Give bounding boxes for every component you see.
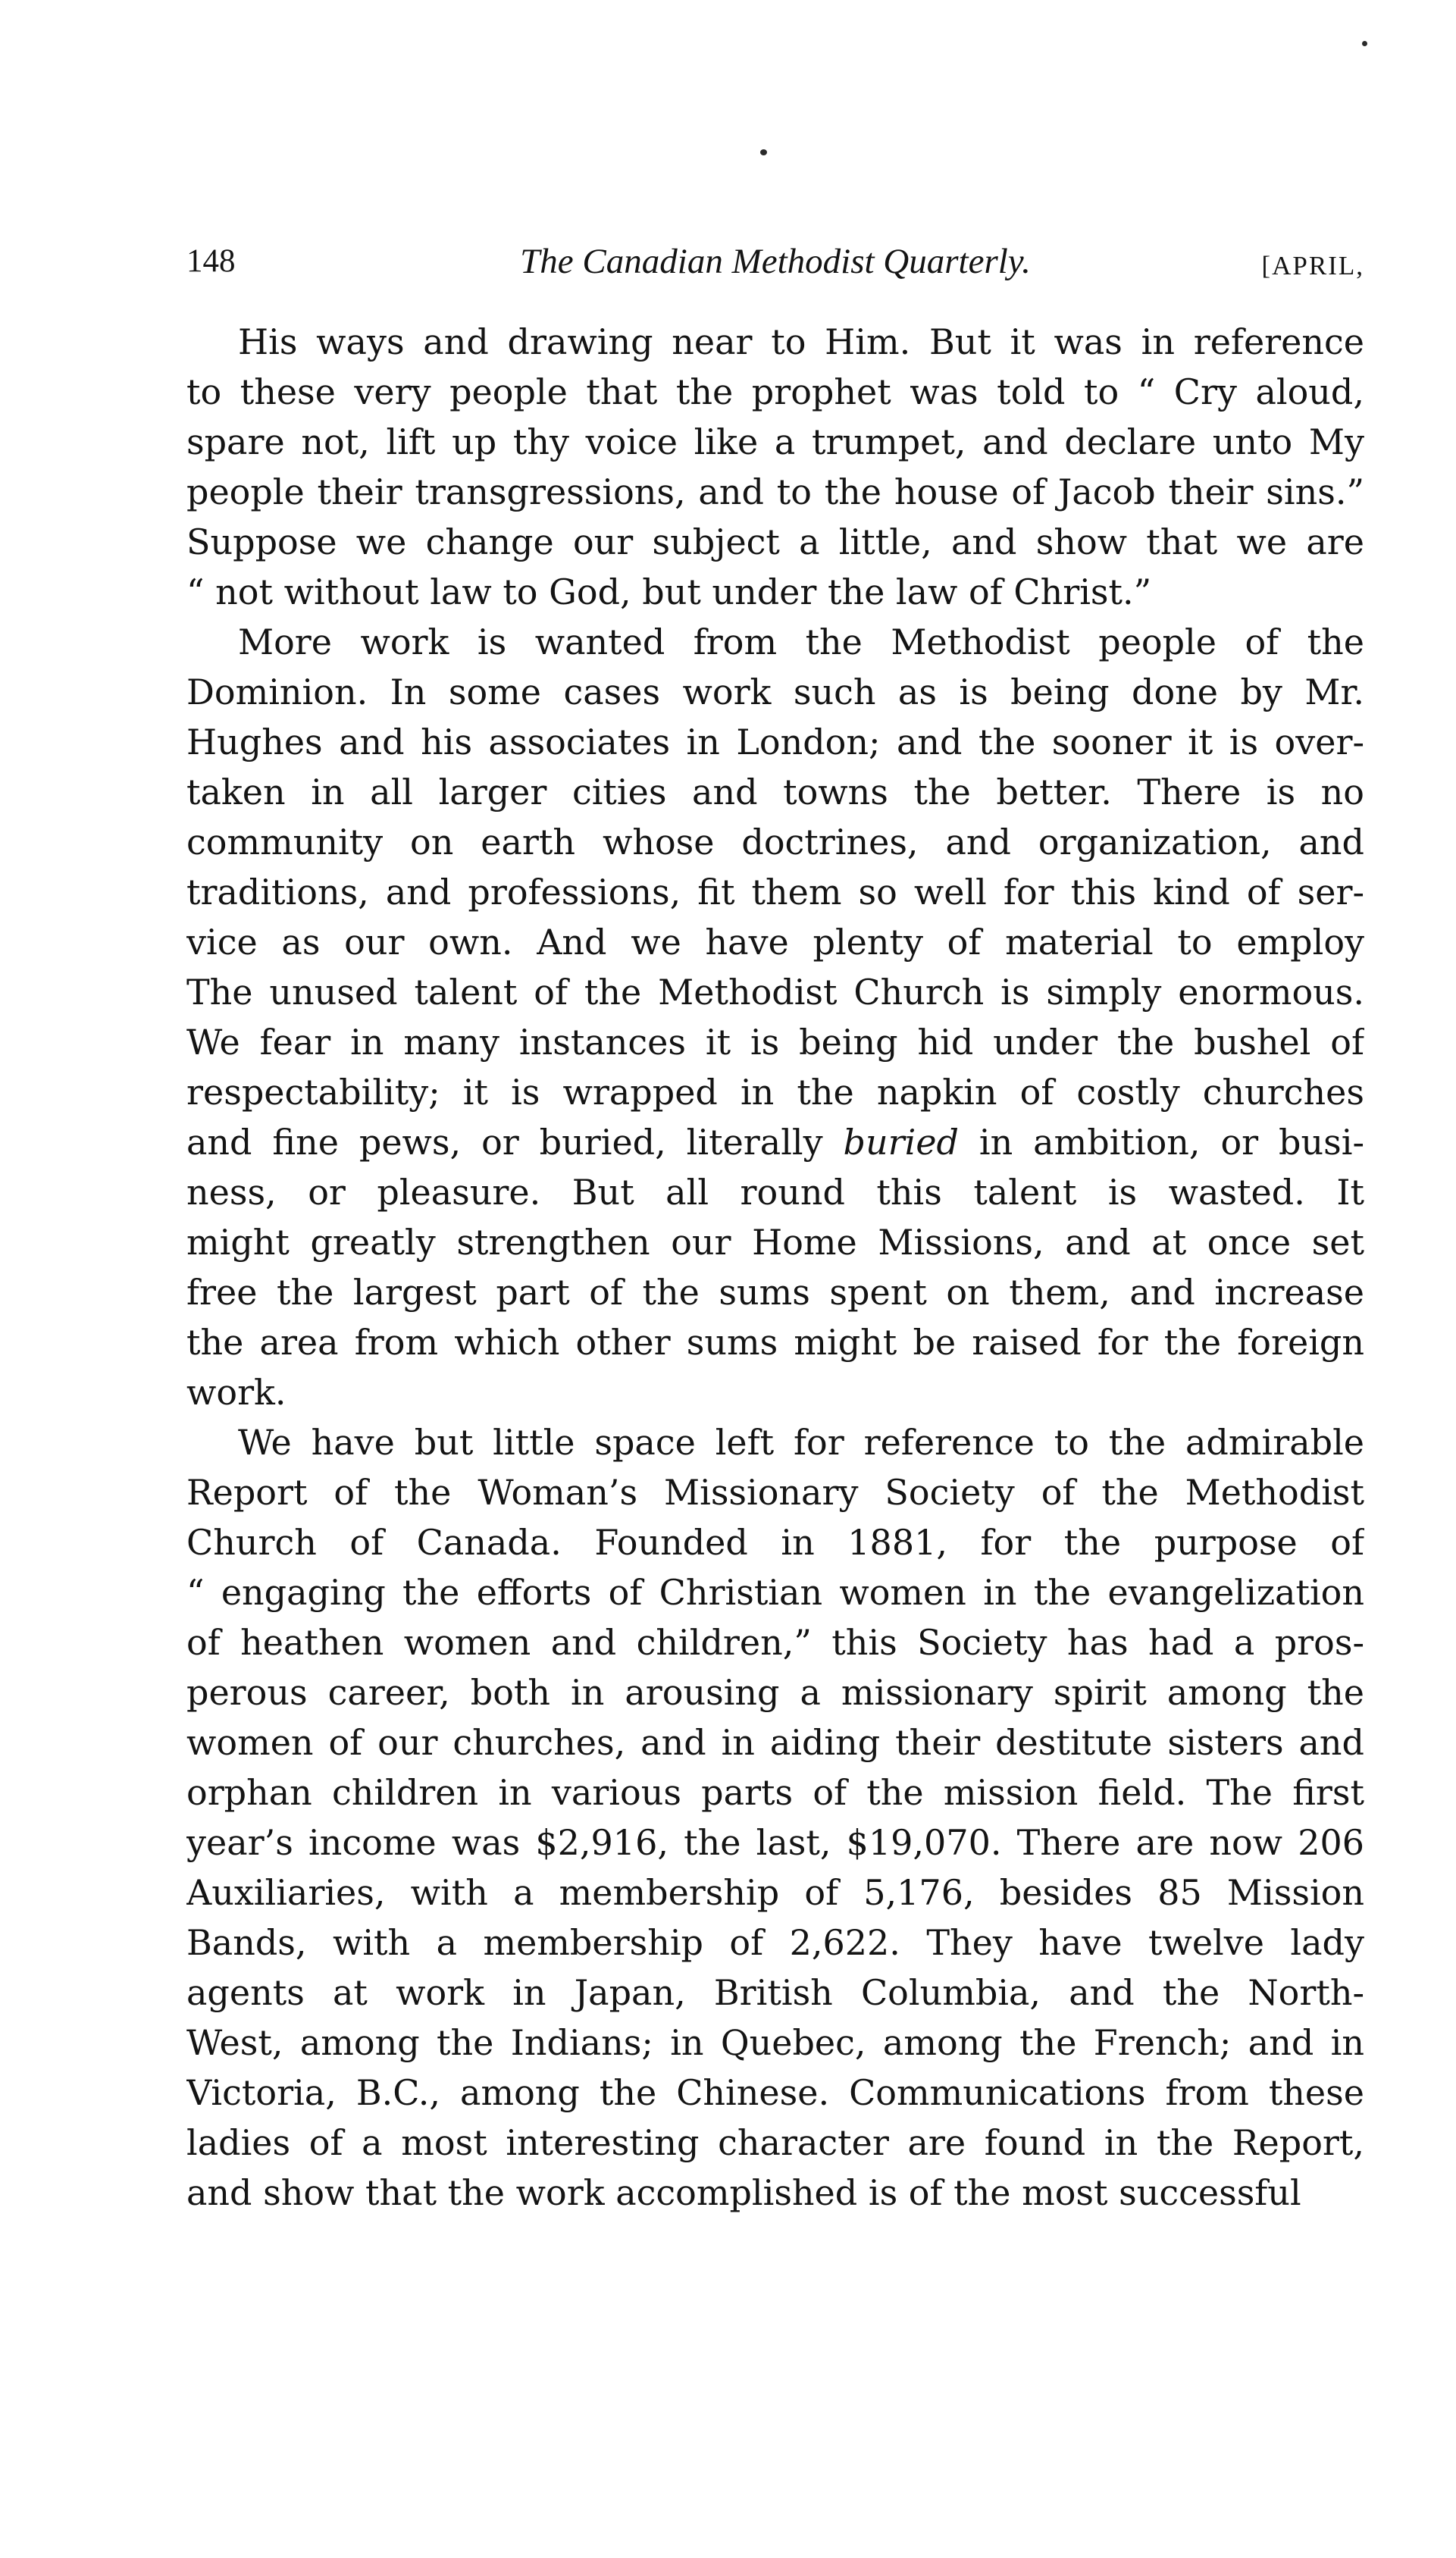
text-line: of heathen women and children,” this Society has had a pros- (186, 1622, 1364, 1663)
text-line: Dominion. In some cases work such as is being done by Mr. (186, 672, 1364, 712)
text-line: “ engaging the efforts of Christian women in the evangelization (186, 1572, 1364, 1613)
paragraph (186, 617, 1364, 1417)
journal-title: The Canadian Methodist Quarterly. (520, 242, 1031, 281)
ink-speck (760, 149, 767, 155)
text-line: agents at work in Japan, British Columbia, and the North- (186, 1972, 1364, 2013)
text-line: West, among the Indians; in Quebec, among the French; and in (186, 2022, 1364, 2063)
text-line: More work is wanted from the Methodist people of the (238, 621, 1364, 662)
text-line: Victoria, B.C., among the Chinese. Communications from these (186, 2072, 1364, 2113)
text-line: and show that the work accomplished is of the most successful (186, 2172, 1301, 2213)
text-line: The unused talent of the Methodist Church is simply enormous. (186, 972, 1364, 1013)
text-line: ladies of a most interesting character are found in the Report, (186, 2122, 1364, 2163)
text-line: vice as our own. And we have plenty of material to employ (186, 922, 1364, 963)
text-line: perous career, both in arousing a missionary spirit among the (186, 1672, 1364, 1713)
text-line: Suppose we change our subject a little, and show that we are (186, 521, 1364, 562)
body-text (186, 317, 1364, 2218)
paragraph (186, 1417, 1364, 2218)
text-line: might greatly strengthen our Home Missions, and at once set (186, 1222, 1364, 1263)
text-line: women of our churches, and in aiding their destitute sisters and (186, 1722, 1364, 1763)
text-line: We fear in many instances it is being hid under the bushel of (186, 1022, 1364, 1063)
text-line: Report of the Woman’s Missionary Society of the Methodist (186, 1472, 1364, 1513)
emphasis: buried (843, 1122, 959, 1163)
running-head (186, 236, 1364, 286)
text-line: people their transgressions, and to the house of Jacob their sins.” (186, 471, 1364, 512)
text-line: Auxiliaries, with a membership of 5,176, besides 85 Mission (186, 1872, 1364, 1913)
text-line: free the largest part of the sums spent on them, and increase (186, 1272, 1364, 1313)
text-line: community on earth whose doctrines, and organization, and (186, 822, 1364, 863)
text-line: orphan children in various parts of the mission field. The first (186, 1772, 1364, 1813)
page-number: 148 (186, 243, 236, 279)
text-line: and fine pews, or buried, literally buried in ambition, or busi- (186, 1122, 1364, 1163)
paragraph (186, 317, 1364, 617)
text-line: Church of Canada. Founded in 1881, for the purpose of (186, 1522, 1364, 1563)
text-line: the area from which other sums might be raised for the foreign (186, 1322, 1364, 1363)
text-line: ness, or pleasure. But all round this talent is wasted. It (186, 1172, 1364, 1213)
text-line: year’s income was $2,916, the last, $19,070. There are now 206 (186, 1822, 1364, 1863)
text-line: traditions, and professions, fit them so well for this kind of ser- (186, 872, 1364, 913)
text-line: Hughes and his associates in London; and the sooner it is over- (186, 722, 1364, 762)
text-line: work. (186, 1372, 287, 1413)
text-line: Bands, with a membership of 2,622. They have twelve lady (186, 1922, 1364, 1963)
text-line: taken in all larger cities and towns the better. There is no (186, 772, 1364, 812)
text-line: His ways and drawing near to Him. But it was in reference (238, 321, 1364, 362)
text-line: We have but little space left for reference to the admirable (238, 1422, 1364, 1463)
text-line: to these very people that the prophet was told to “ Cry aloud, (186, 371, 1364, 412)
issue-month: [APRIL, (1261, 251, 1364, 280)
text-line: spare not, lift up thy voice like a trumpet, and declare unto My (186, 421, 1364, 462)
text-line: respectability; it is wrapped in the napkin of costly churches (186, 1072, 1364, 1113)
ink-speck (1362, 41, 1367, 46)
text-line: “ not without law to God, but under the law of Christ.” (186, 571, 1152, 612)
